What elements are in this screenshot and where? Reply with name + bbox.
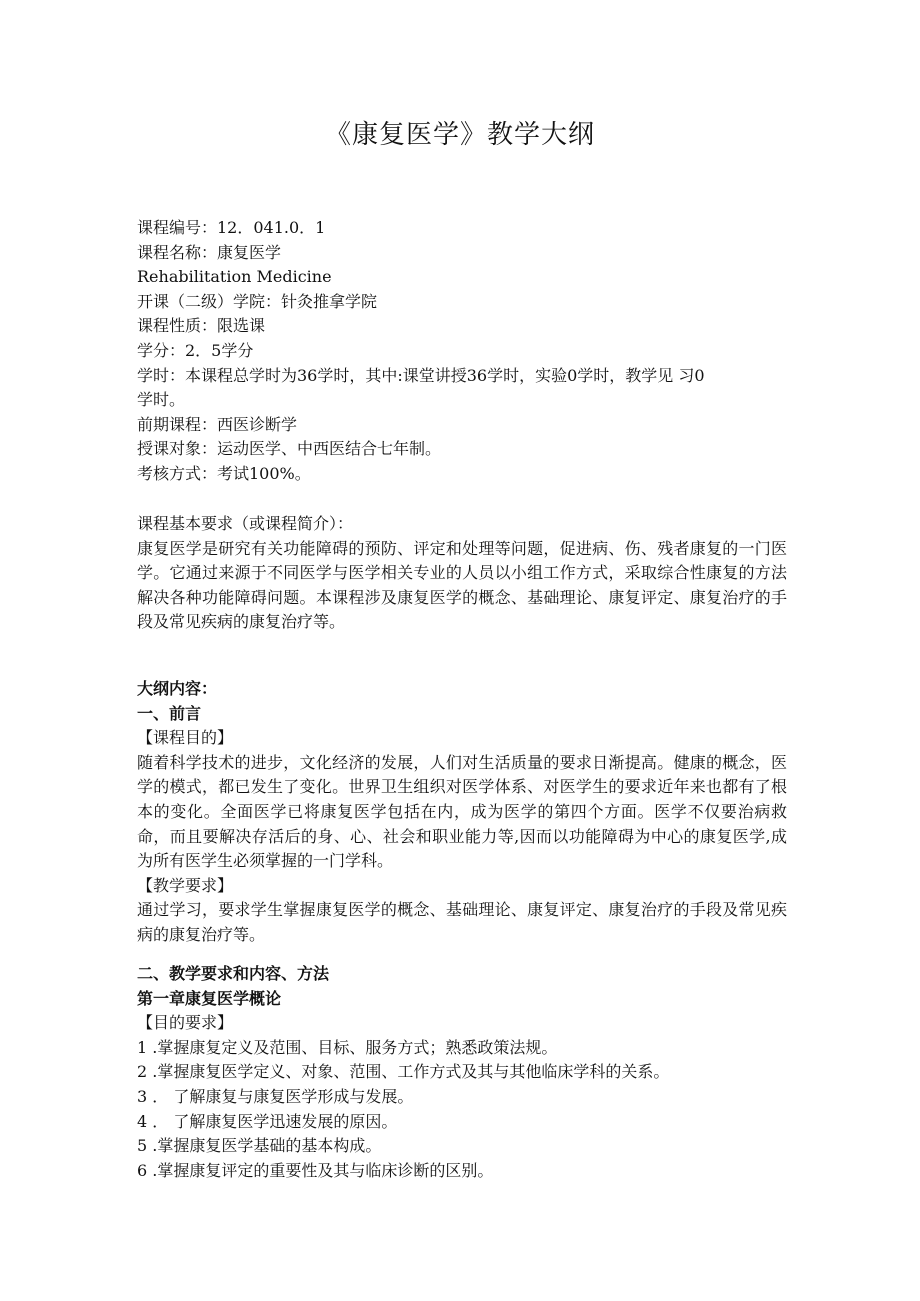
course-college: 开课（二级）学院：针灸推拿学院 — [137, 291, 378, 311]
course-credits: 学分：2．5学分 — [137, 340, 254, 360]
course-prereq: 前期课程：西医诊断学 — [137, 414, 298, 434]
outline-heading: 大纲内容： — [137, 679, 218, 698]
intro-body: 康复医学是研究有关功能障碍的预防、评定和处理等问题，促进病、伤、残者康复的一门医学。它通过来源于不同医学与医学相关专业的人员以小组工作方式，采取综合性康复的方法解决各种功能障碍问题。本课程涉及康复医学的概念、基础理论、康复评定、康复治疗的手段及常见疾病的康复治疗等。 — [137, 538, 787, 632]
list-item: 2 .掌握康复医学定义、对象、范围、工作方式及其与其他临床学科的关系。 — [137, 1062, 670, 1082]
section2-heading: 二、教学要求和内容、方法 — [137, 964, 330, 983]
course-name-en: Rehabilitation Medicine — [137, 267, 332, 287]
requirement-label: 【教学要求】 — [137, 875, 234, 895]
outline-section — [137, 677, 787, 948]
course-assessment: 考核方式：考试100%。 — [137, 463, 311, 483]
purpose-label: 【课程目的】 — [137, 728, 234, 748]
intro-heading: 课程基本要求（或课程简介）： — [137, 514, 354, 533]
course-hours-cont: 学时。 — [137, 390, 186, 410]
goal-label: 【目的要求】 — [137, 1013, 234, 1033]
list-item: 3 ． 了解康复与康复医学形成与发展。 — [137, 1086, 414, 1106]
course-nature: 课程性质：限选课 — [137, 316, 266, 336]
list-item: 6 .掌握康复评定的重要性及其与临床诊断的区别。 — [137, 1160, 494, 1180]
course-name: 课程名称：康复医学 — [137, 242, 282, 262]
purpose-body: 随着科学技术的进步，文化经济的发展，人们对生活质量的要求日渐提高。健康的概念，医学的模式，都已发生了变化。世界卫生组织对医学体系、对医学生的要求近年来也都有了根本的变化。全面医学已将康复医学包括在内，成为医学的第四个方面。医学不仅要治病救命，而且要解决存活后的身、心、社会和职业能力等,因而以功能障碍为中心的康复医学,成为所有医学生必须掌握的一门学科。 — [137, 752, 787, 871]
chapter1-heading: 第一章康复医学概论 — [137, 988, 282, 1008]
list-item: 5 .掌握康复医学基础的基本构成。 — [137, 1136, 382, 1156]
course-info — [137, 216, 787, 487]
course-code: 课程编号：12．041.0．1 — [137, 218, 326, 237]
list-item: 4 ． 了解康复医学迅速发展的原因。 — [137, 1111, 398, 1131]
list-item: 1 .掌握康复定义及范围、目标、服务方式；熟悉政策法规。 — [137, 1037, 558, 1057]
document-title: 《康复医学》教学大纲 — [324, 120, 595, 150]
course-audience: 授课对象：运动医学、中西医结合七年制。 — [137, 439, 442, 459]
section-preface: 一、前言 — [137, 703, 202, 723]
course-hours: 学时：本课程总学时为36学时，其中:课堂讲授36学时，实验0学时，教学见 习0 — [137, 365, 705, 385]
course-intro — [137, 512, 787, 635]
teaching-section — [137, 962, 787, 1183]
requirement-body: 通过学习，要求学生掌握康复医学的概念、基础理论、康复评定、康复治疗的手段及常见疾病的康复治疗等。 — [137, 900, 787, 944]
